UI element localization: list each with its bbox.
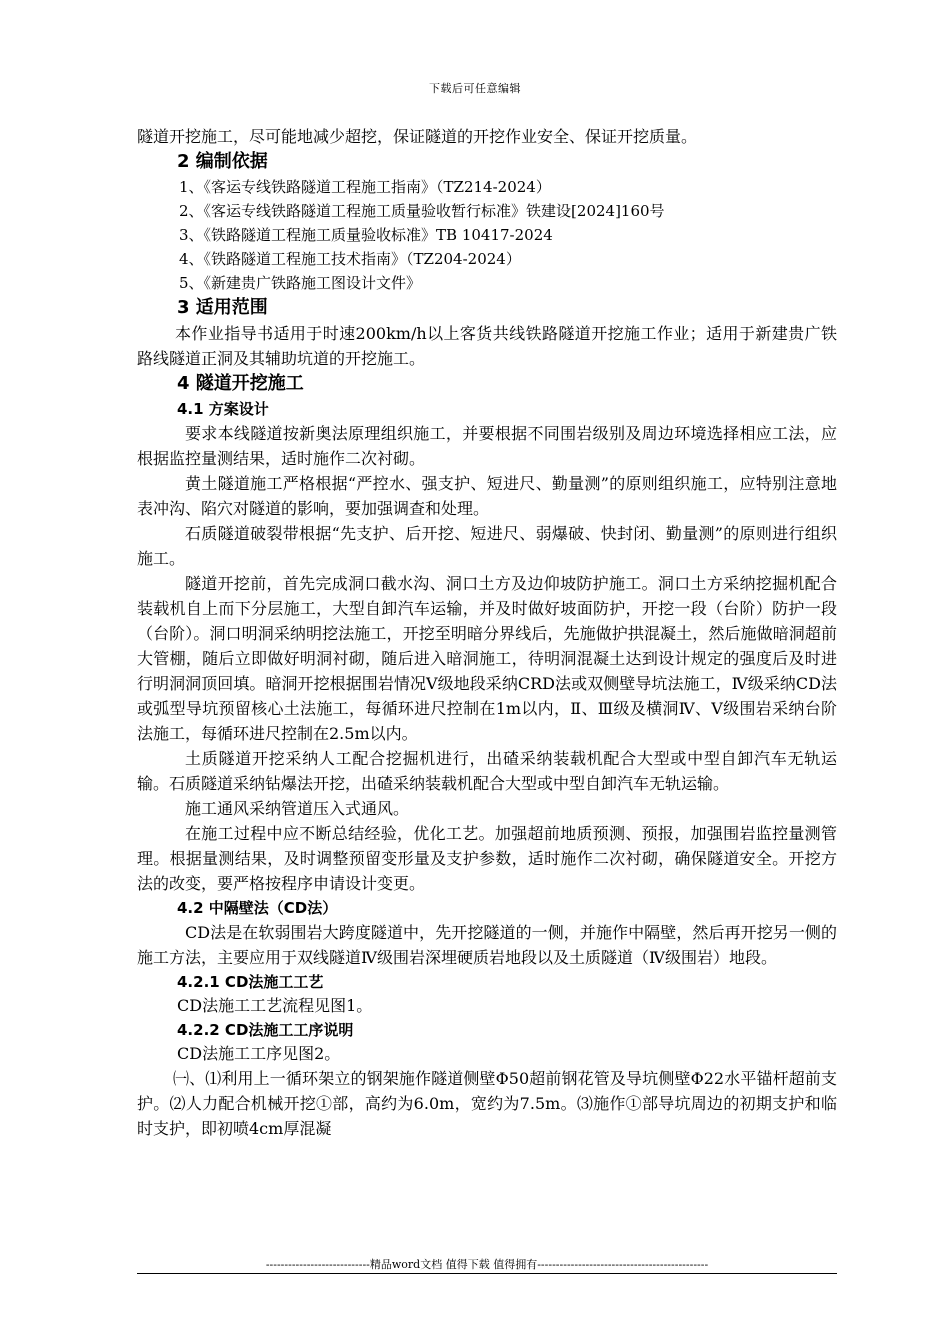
section-4-1-paragraph: 土质隧道开挖采纳人工配合挖掘机进行，出碴采纳装载机配合大型或中型自卸汽车无轨运输。石质隧道采纳钻爆法开挖，出碴采纳装载机配合大型或中型自卸汽车无轨运输。 bbox=[137, 749, 837, 793]
footer-divider bbox=[137, 1273, 837, 1274]
section-4-1-paragraph: 在施工过程中应不断总结经验，优化工艺。加强超前地质预测、预报，加强围岩监控量测管理。根据量测结果，及时调整预留变形量及支护参数，适时施作二次衬砌，确保隧道安全。开挖方法的改变，要严格按程序申请设计变更。 bbox=[137, 824, 837, 893]
reference-item: 1、《客运专线铁路隧道工程施工指南》（TZ214-2024） bbox=[179, 178, 551, 196]
section-4-1-paragraph: 施工通风采纳管道压入式通风。 bbox=[185, 799, 410, 818]
document-body bbox=[137, 124, 837, 1141]
section-3-paragraph: 本作业指导书适用于时速200km/h以上客货共线铁路隧道开挖施工作业；适用于新建贵广铁路线隧道正洞及其辅助坑道的开挖施工。 bbox=[137, 324, 837, 368]
reference-item: 5、《新建贵广铁路施工图设计文件》 bbox=[179, 274, 422, 292]
footer-note: ----------------------------精品word文档 值得下载 值得拥有---------------------------------------------- bbox=[265, 1258, 709, 1271]
header-note: 下载后可任意编辑 bbox=[429, 82, 521, 95]
section-4-2-2-steps: ㈠、⑴利用上一循环架立的钢架施作隧道侧壁Φ50超前钢花管及导坑侧壁Φ22水平锚杆超前支护。⑵人力配合机械开挖①部，高约为6.0m，宽约为7.5m。⑶施作①部导坑周边的初期支护和临时支护，即初喷4cm厚混凝 bbox=[137, 1069, 837, 1138]
section-4-1-paragraph: 黄土隧道施工严格根据“严控水、强支护、短进尺、勤量测”的原则组织施工，应特别注意地表冲沟、陷穴对隧道的影响，要加强调查和处理。 bbox=[137, 474, 837, 518]
section-4-2-1-paragraph: CD法施工工艺流程见图1。 bbox=[177, 996, 373, 1015]
section-4-2-2-paragraph: CD法施工工序见图2。 bbox=[177, 1044, 341, 1063]
section-4-2-2-heading: 4.2.2 CD法施工工序说明 bbox=[177, 1021, 354, 1039]
section-4-2-paragraph: CD法是在软弱围岩大跨度隧道中，先开挖隧道的一侧，并施作中隔壁，然后再开挖另一侧的施工方法，主要应用于双线隧道Ⅳ级围岩深埋硬质岩地段以及土质隧道（Ⅳ级围岩）地段。 bbox=[137, 923, 837, 967]
section-4-2-1-heading: 4.2.1 CD法施工工艺 bbox=[177, 973, 324, 991]
section-4-1-paragraph: 要求本线隧道按新奥法原理组织施工，并要根据不同围岩级别及周边环境选择相应工法，应根据监控量测结果，适时施作二次衬砌。 bbox=[137, 424, 837, 468]
section-4-1-paragraph: 石质隧道破裂带根据“先支护、后开挖、短进尺、弱爆破、快封闭、勤量测”的原则进行组织施工。 bbox=[137, 524, 837, 568]
section-4-1-paragraph: 隧道开挖前，首先完成洞口截水沟、洞口土方及边仰坡防护施工。洞口土方采纳挖掘机配合装载机自上而下分层施工，大型自卸汽车运输，并及时做好坡面防护，开挖一段（台阶）防护一段（台阶）。洞口明洞采纳明挖法施工，开挖至明暗分界线后，先施做护拱混凝土，然后施做暗洞超前大管棚，随后立即做好明洞衬砌，随后进入暗洞施工，待明洞混凝土达到设计规定的强度后及时进行明洞洞顶回填。暗洞开挖根据围岩情况Ⅴ级地段采纳CRD法或双侧壁导坑法施工，Ⅳ级采纳CD法或弧型导坑预留核心土法施工，每循环进尺控制在1m以内，Ⅱ、Ⅲ级及横洞Ⅳ、Ⅴ级围岩采纳台阶法施工，每循环进尺控制在2.5m以内。 bbox=[137, 574, 837, 743]
reference-item: 2、《客运专线铁路隧道工程施工质量验收暂行标准》铁建设[2024]160号 bbox=[179, 202, 665, 220]
section-4-1-heading: 4.1 方案设计 bbox=[177, 400, 269, 418]
reference-item: 4、《铁路隧道工程施工技术指南》（TZ204-2024） bbox=[179, 250, 521, 268]
intro-tail: 隧道开挖施工，尽可能地减少超挖，保证隧道的开挖作业安全、保证开挖质量。 bbox=[137, 127, 698, 146]
section-4-2-heading: 4.2 中隔壁法（CD法） bbox=[177, 899, 338, 917]
section-2-heading: 2 编制依据 bbox=[177, 151, 268, 172]
reference-item: 3、《铁路隧道工程施工质量验收标准》TB 10417-2024 bbox=[179, 226, 553, 244]
section-4-heading: 4 隧道开挖施工 bbox=[177, 373, 304, 394]
section-3-heading: 3 适用范围 bbox=[177, 297, 268, 318]
